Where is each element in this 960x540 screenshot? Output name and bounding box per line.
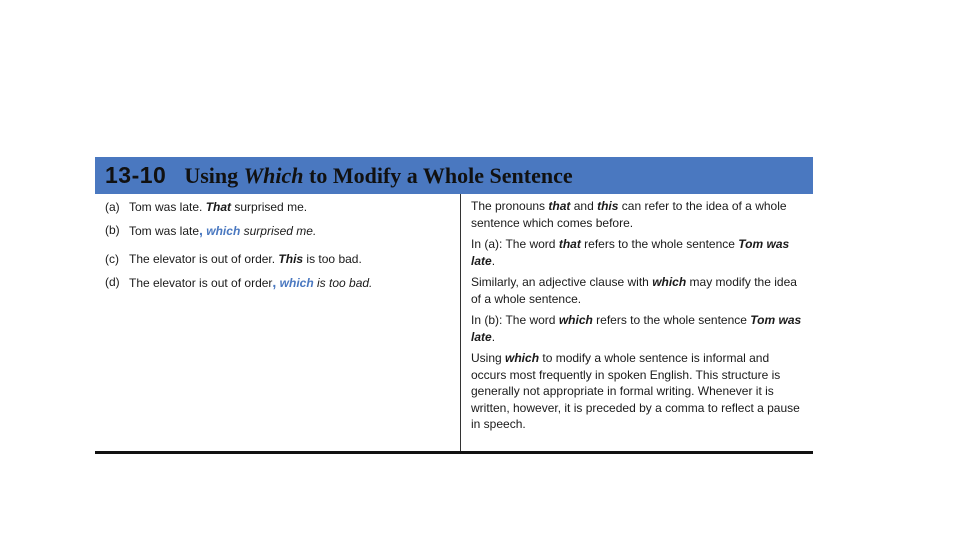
grammar-chart	[95, 157, 813, 454]
examples-column	[95, 194, 461, 451]
explanation-column	[461, 194, 813, 451]
example-c: (c) The elevator is out of order. This is too bad.	[105, 252, 362, 266]
note-adjective-clause: Similarly, an adjective clause with which may modify the idea of a whole sentence.	[471, 275, 797, 306]
note-pronouns: The pronouns that and this can refer to the idea of a whole sentence which comes before.	[471, 199, 787, 230]
chart-number: 13-10	[105, 162, 167, 188]
note-informal-usage: Using which to modify a whole sentence is informal and occurs most frequently in spoken English. This structure is generally not appropriate in formal writing. Whenever it is written, however, it is preceded by a comma to reflect a pause in speech.	[471, 351, 800, 431]
example-b: (b) Tom was late, which surprised me.	[105, 222, 317, 238]
note-b: In (b): The word which refers to the whole sentence Tom was late.	[471, 313, 802, 344]
chart-header	[95, 157, 813, 194]
example-a: (a) Tom was late. That surprised me.	[105, 200, 308, 214]
note-a: In (a): The word that refers to the whole sentence Tom was late.	[471, 237, 790, 268]
chart-title: Using Which to Modify a Whole Sentence	[184, 162, 573, 188]
example-d: (d) The elevator is out of order, which is too bad.	[105, 274, 373, 290]
chart-body	[95, 194, 813, 454]
